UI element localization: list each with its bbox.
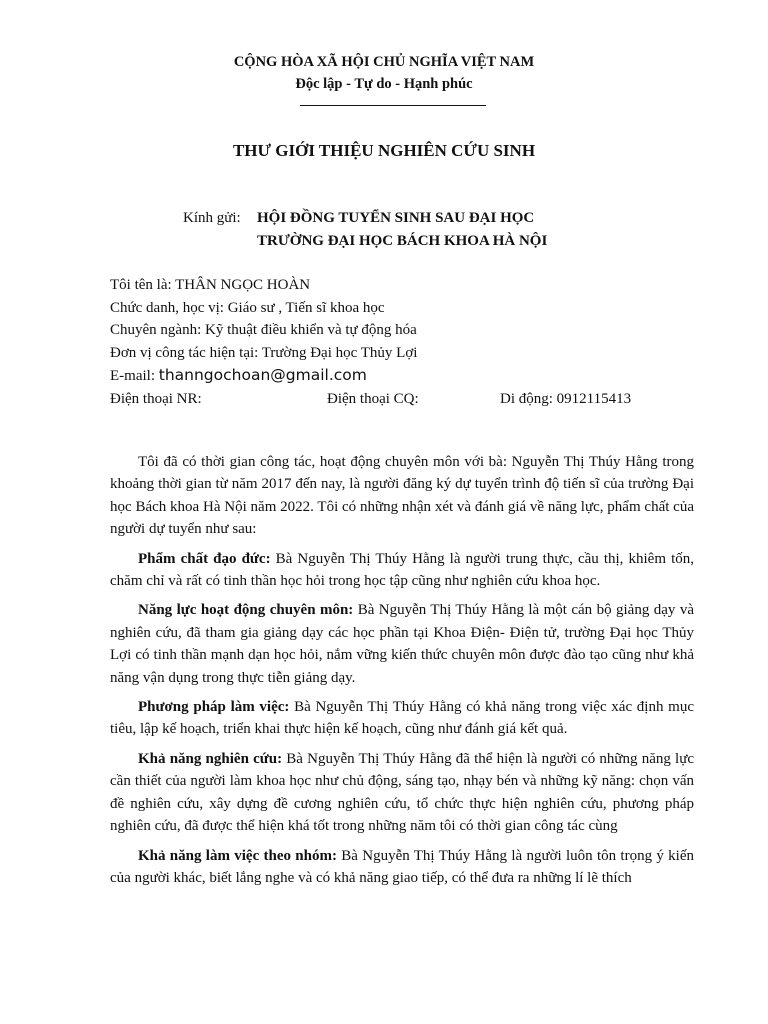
nation-header: CỘNG HÒA XÃ HỘI CHỦ NGHĨA VIỆT NAM xyxy=(233,54,535,70)
phone-home: Điện thoại NR: xyxy=(110,390,202,407)
intro-paragraph: Tôi đã có thời gian công tác, hoạt động chuyên môn với bà: Nguyễn Thị Thúy Hằng trong khoảng thời gian từ năm 2017 đến nay, là người đăng ký dự tuyển trình độ tiến sĩ của trường Đại học Bách khoa Hà Nội năm 2022. Tôi có những nhận xét và đánh giá về năng lực, phẩm chất của người dự tuyển như sau: xyxy=(110,454,694,538)
recipient-line-1: HỘI ĐỒNG TUYỂN SINH SAU ĐẠI HỌC xyxy=(257,210,535,226)
section-professional xyxy=(110,599,694,689)
referee-major: Chuyên ngành: Kỹ thuật điều khiển và tự động hóa xyxy=(110,322,417,339)
phone-mobile: Di động: 0912115413 xyxy=(500,390,632,407)
section-method xyxy=(110,696,694,741)
referee-email xyxy=(110,364,670,388)
section-text: Bà Nguyễn Thị Thúy Hằng là một cán bộ giảng dạy và nghiên cứu, đã tham gia giảng dạy các học phần tại Khoa Điện- Điện tử, trường Đại học Thủy Lợi có tinh thần mạnh dạn học hỏi, nắm vững kiến thức chuyên môn được đào tạo cũng như khả năng vận dụng trong thực tiễn giảng dạy. xyxy=(110,602,694,686)
email-value: thanngochoan@gmail.com xyxy=(158,366,367,385)
section-text: Bà Nguyễn Thị Thúy Hằng là người trung thực, cầu thị, khiêm tốn, chăm chỉ và rất có tinh thần học hỏi trong học tập cũng như nghiên cứu khoa học. xyxy=(110,550,694,590)
letter-body xyxy=(110,451,694,896)
section-text: Bà Nguyễn Thị Thúy Hằng đã thể hiện là người có những năng lực cần thiết của người làm khoa học như chủ động, sáng tạo, nhạy bén và những kỹ năng: chọn vấn đề nghiên cứu, xây dựng đề cương nghiên cứu, tổ chức thực hiện nghiên cứu, phương pháp nghiên cứu, đã được thể hiện khá tốt trong những năm tôi có thời gian công tác cùng xyxy=(110,750,694,835)
referee-phones xyxy=(110,388,670,411)
section-text: Bà Nguyễn Thị Thúy Hằng là người luôn tôn trọng ý kiến của người khác, biết lắng nghe và có khả năng giao tiếp, có thể đưa ra những lí lẽ thích xyxy=(110,847,694,886)
email-label: E-mail: xyxy=(110,368,159,385)
section-heading: Năng lực hoạt động chuyên môn: xyxy=(138,602,354,619)
referee-info xyxy=(110,274,670,411)
page-title: THƯ GIỚI THIỆU NGHIÊN CỨU SINH xyxy=(232,141,536,160)
section-heading: Khả năng làm việc theo nhóm: xyxy=(138,847,337,864)
recipient-block xyxy=(183,207,547,253)
motto: Độc lập - Tự do - Hạnh phúc xyxy=(295,76,473,92)
section-ethics xyxy=(110,548,694,593)
section-heading: Phương pháp làm việc: xyxy=(138,699,290,716)
referee-title: Chức danh, học vị: Giáo sư , Tiến sĩ khoa học xyxy=(110,299,385,316)
section-heading: Khả năng nghiên cứu: xyxy=(138,750,283,767)
section-teamwork xyxy=(110,845,694,890)
section-text: Bà Nguyễn Thị Thúy Hằng có khả năng trong việc xác định mục tiêu, lập kế hoạch, triển khai thực hiện kế hoạch, cũng như đánh giá kết quả. xyxy=(110,699,694,738)
section-heading: Phẩm chất đạo đức: xyxy=(138,550,271,567)
referee-workplace: Đơn vị công tác hiện tại: Trường Đại học Thủy Lợi xyxy=(110,344,418,361)
section-research xyxy=(110,748,694,838)
header-divider xyxy=(300,105,486,106)
phone-office: Điện thoại CQ: xyxy=(327,390,419,407)
referee-name: Tôi tên là: THÂN NGỌC HOÀN xyxy=(110,277,311,293)
recipient-names xyxy=(257,207,547,253)
recipient-line-2: TRƯỜNG ĐẠI HỌC BÁCH KHOA HÀ NỘI xyxy=(257,233,548,249)
recipient-label: Kính gửi: xyxy=(183,210,241,226)
